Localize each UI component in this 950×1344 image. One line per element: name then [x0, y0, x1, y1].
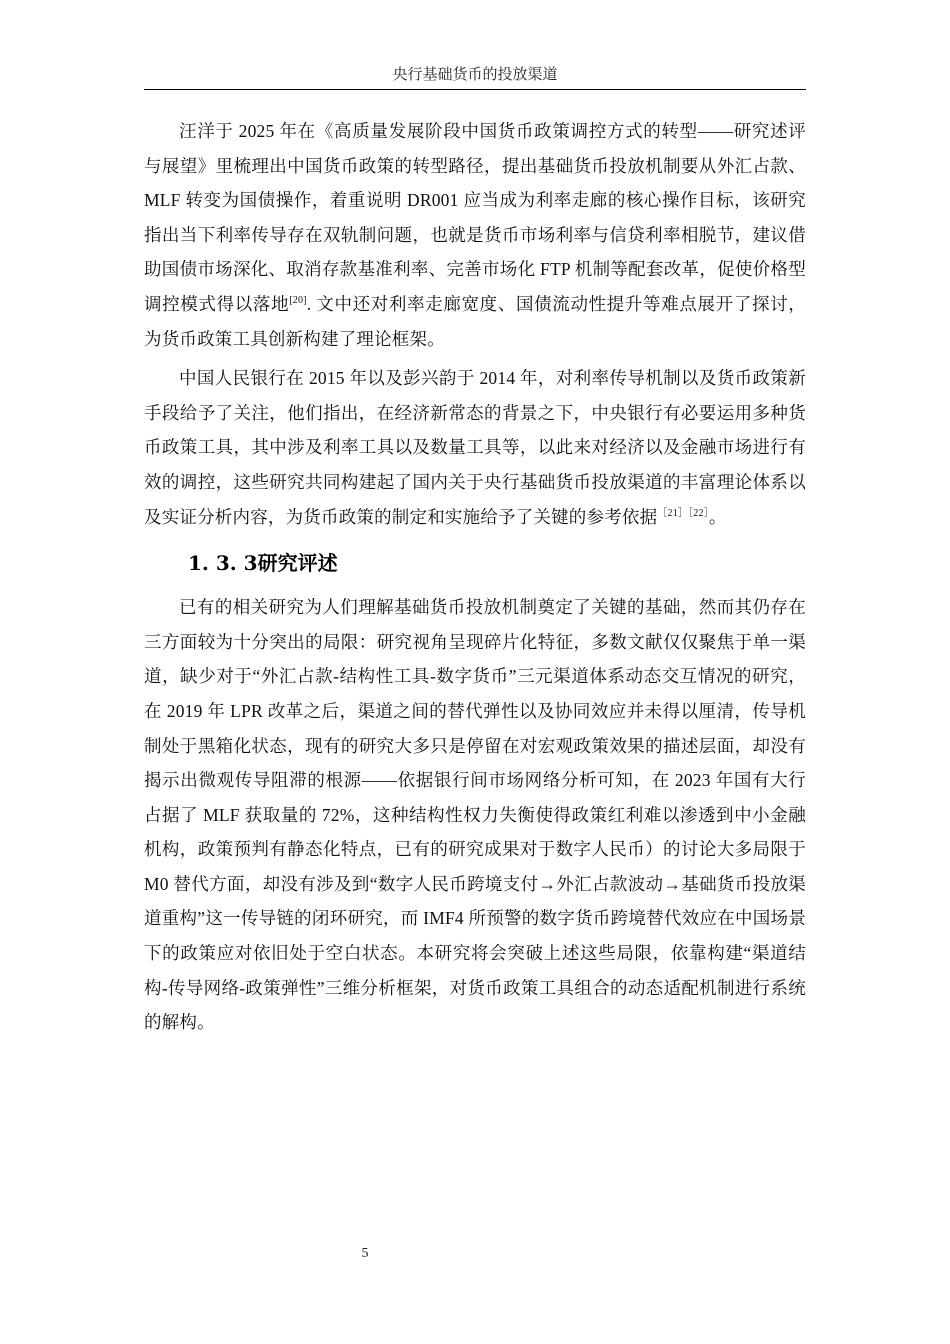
paragraph-text: 中国人民银行在 2015 年以及彭兴韵于 2014 年，对利率传导机制以及货币政策新手段给予了关注，他们指出，在经济新常态的背景之下，中央银行有必要运用多种货币政策工具，其中涉及利率工具以及数量工具等，以此来对经济以及金融市场进行有效的调控，这些研究共同构建起了国内关于央行基础货币投放渠道的丰富理论体系以及实证分析内容，为货币政策的制定和实施给予了关键的参考依据: [144, 368, 806, 527]
paragraph-pboc: [144, 361, 806, 534]
body-content: [144, 114, 806, 1040]
paragraph-review: [144, 590, 806, 1040]
paragraph-text: 已有的相关研究为人们理解基础货币投放机制奠定了关键的基础，然而其仍存在三方面较为十分突出的局限：研究视角呈现碎片化特征，多数文献仅仅聚焦于单一渠道，缺少对于“外汇占款-结构性工具-数字货币”三元渠道体系动态交互情况的研究，在 2019 年 LPR 改革之后，渠道之间的替代弹性以及协同效应并未得以厘清，传导机制处于黑箱化状态，现有的研究大多只是停留在对宏观政策效果的描述层面，却没有揭示出微观传导阻滞的根源——依据银行间市场网络分析可知，在 2023 年国有大行占据了 MLF 获取量的 72%，这种结构性权力失衡使得政策红利难以渗透到中小金融机构，政策预判有静态化特点，已有的研究成果对于数字人民币）的讨论大多局限于 M0 替代方面，却没有涉及到“数字人民币跨境支付→外汇占款波动→基础货币投放渠道重构”这一传导链的闭环研究，而 IMF4 所预警的数字货币跨境替代效应在中国场景下的政策应对依旧处于空白状态。本研究将会突破上述这些局限，依靠构建“渠道结构-传导网络-政策弹性”三维分析框架，对货币政策工具组合的动态适配机制进行系统的解构。: [144, 597, 806, 1033]
paragraph-text-continued: 。: [708, 506, 727, 527]
section-number: 1. 3. 3: [188, 551, 258, 576]
running-header: 央行基础货币的投放渠道: [144, 63, 806, 90]
paragraph-wang-yang: [144, 114, 806, 356]
section-title: 研究评述: [257, 551, 338, 576]
section-heading: [144, 546, 806, 580]
citation-ref: ［21］［22］: [657, 507, 709, 519]
page-number: 5: [361, 1246, 369, 1261]
paragraph-text: 汪洋于 2025 年在《高质量发展阶段中国货币政策调控方式的转型——研究述评与展望》里梳理出中国货币政策的转型路径，提出基础货币投放机制要从外汇占款、MLF 转变为国债操作，着重说明 DR001 应当成为利率走廊的核心操作目标，该研究指出当下利率传导存在双轨制问题，也就是货币市场利率与信贷利率相脱节，建议借助国债市场深化、取消存款基准利率、完善市场化 FTP 机制等配套改革，促使价格型调控模式得以落地: [144, 121, 806, 314]
paragraph-text-continued: . 文中还对利率走廊宽度、国债流动性提升等难点展开了探讨，为货币政策工具创新构建了理论框架。: [144, 293, 806, 349]
citation-ref: [20]: [289, 294, 307, 306]
